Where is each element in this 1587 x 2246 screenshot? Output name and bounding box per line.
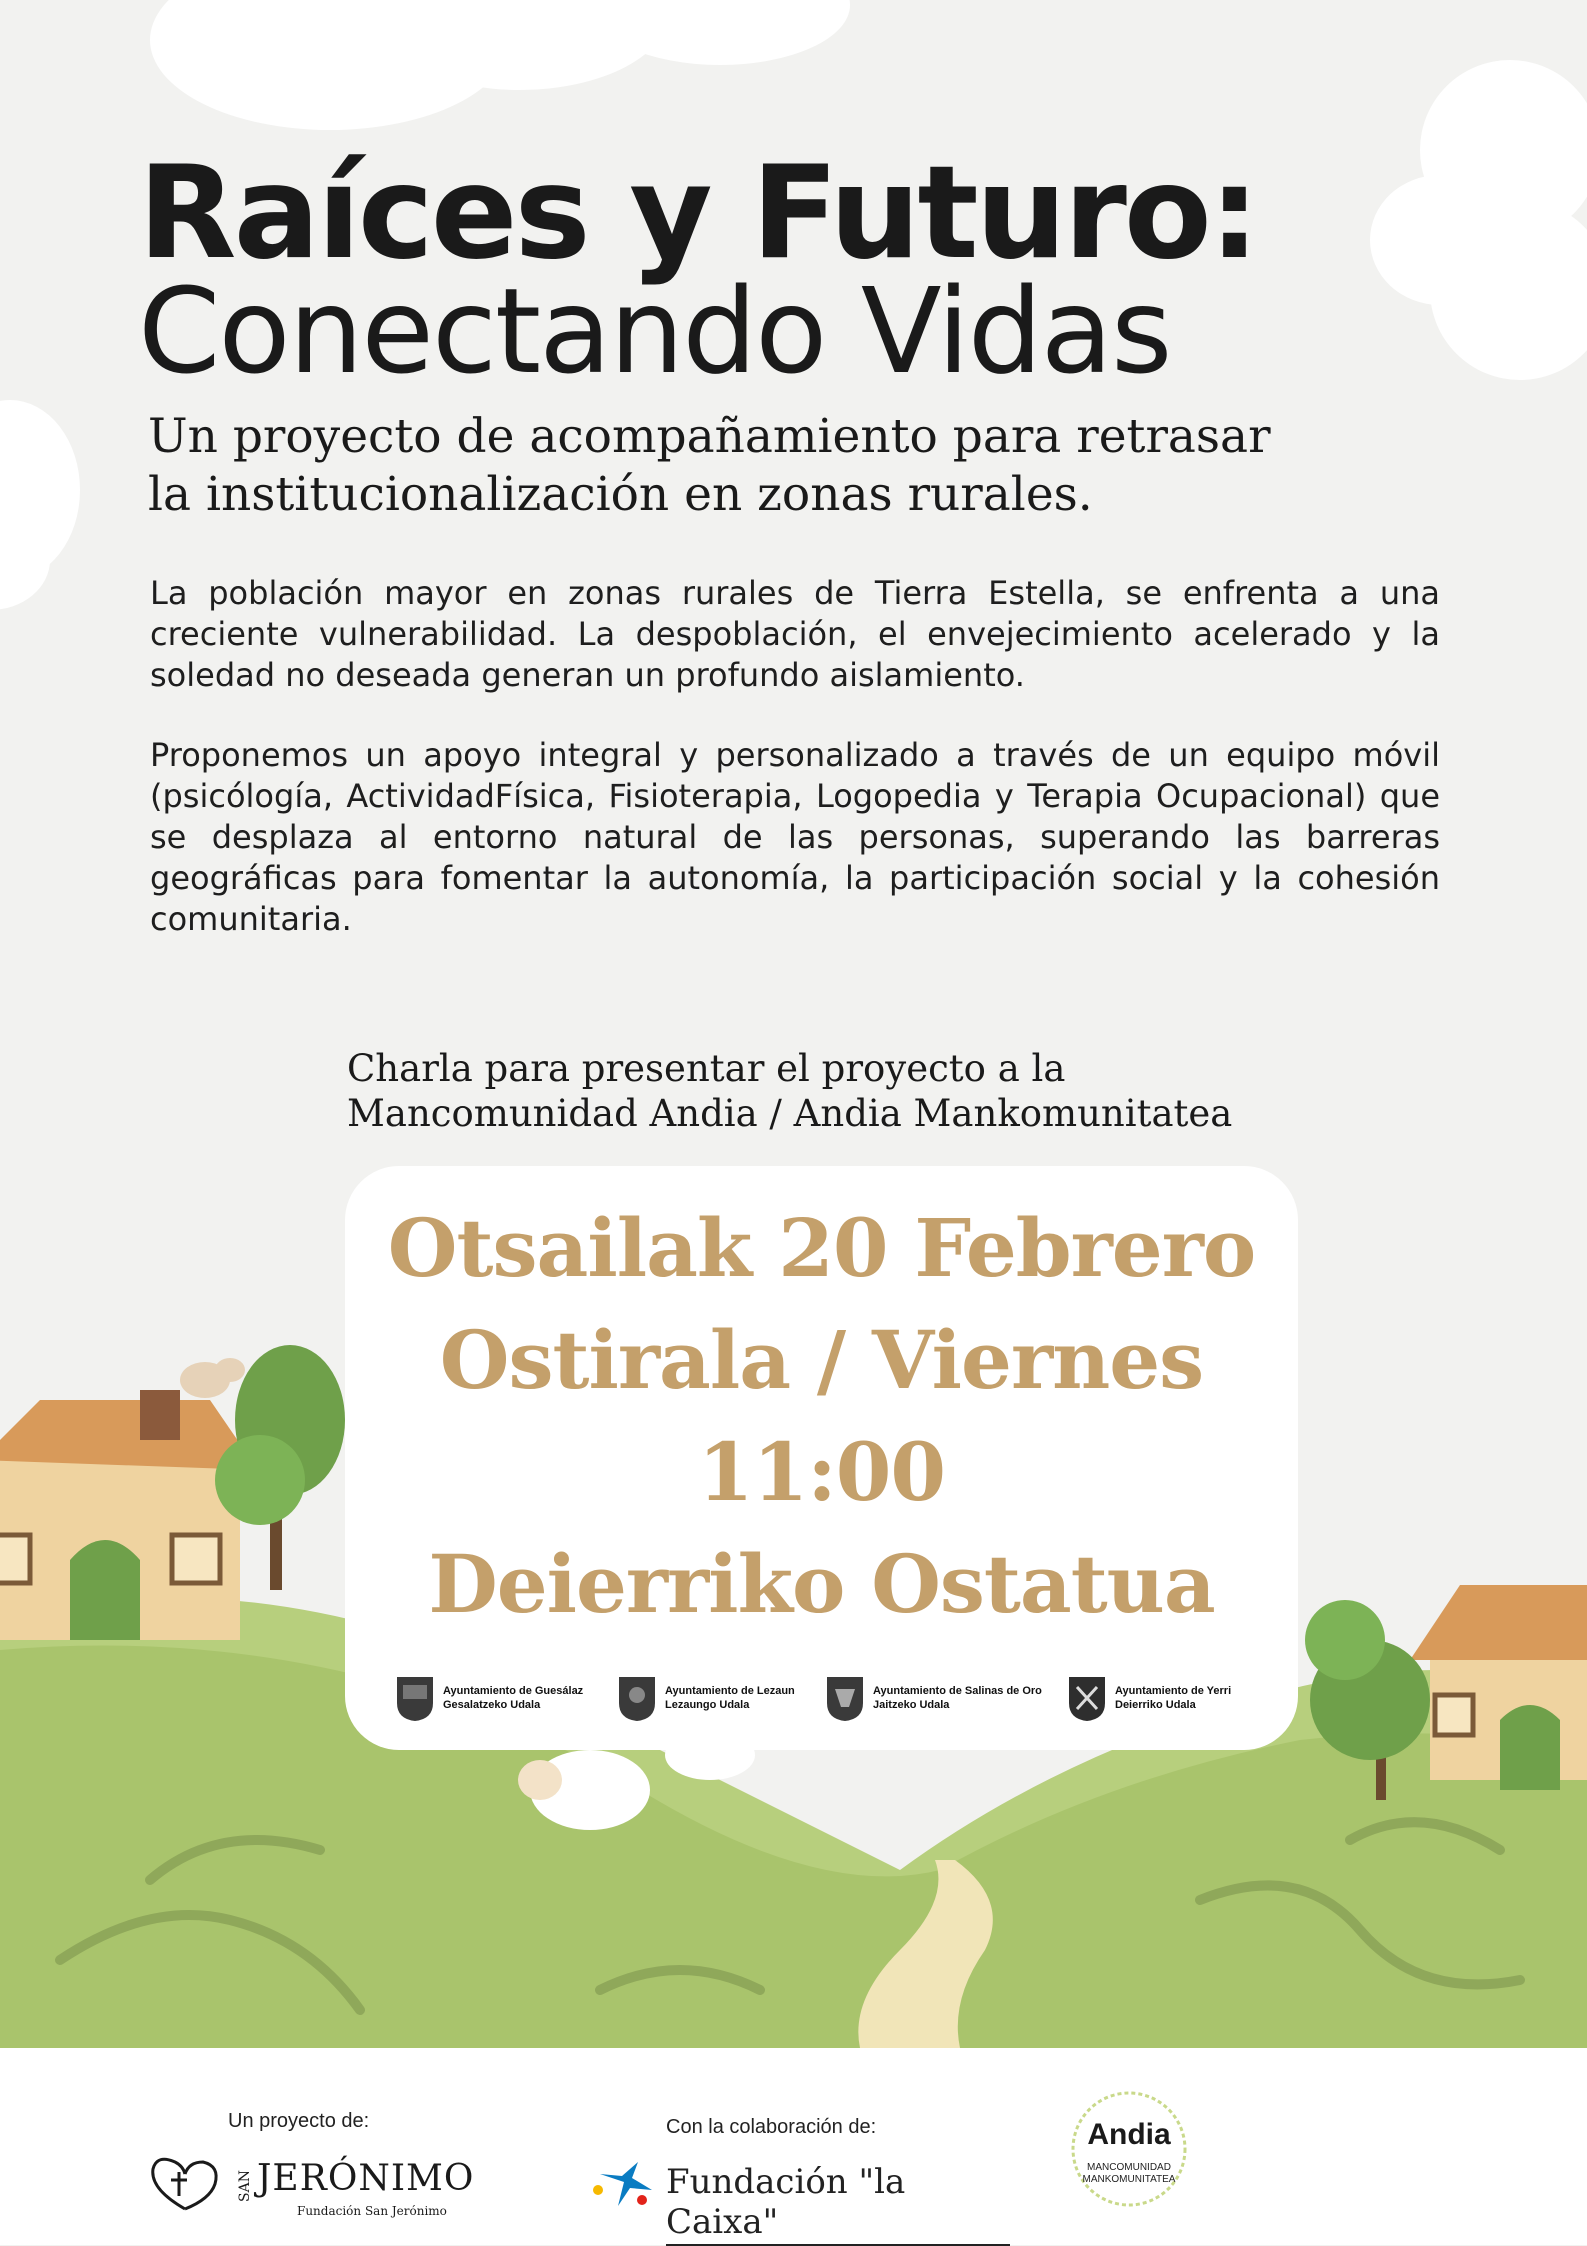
cloud-left [0,400,80,610]
event-time: 11:00 [697,1425,946,1519]
fundacion-san-jeronimo: Fundación San Jerónimo [297,2204,447,2218]
talk-description [347,1046,1347,1136]
andia-sub-1: MANCOMUNIDAD [1087,2162,1171,2173]
town-line-2: Gesalatzeko Udala [443,1699,541,1711]
town-line-1: Ayuntamiento de Lezaun [665,1685,795,1697]
event-day: Ostirala / Viernes [439,1313,1204,1407]
subtitle-line-1: Un proyecto de acompañamiento para retrasar [148,409,1271,464]
town-yerri [1067,1673,1231,1723]
town-lezaun [617,1673,795,1723]
event-date: Otsailak 20 Febrero [387,1201,1256,1295]
andia-logo [1070,2090,1188,2208]
subtitle-line-2: la institucionalización en zonas rurales. [148,467,1093,522]
cloud-right [1370,60,1587,380]
project-label: Un proyecto de: [228,2110,370,2132]
footer [0,2048,1587,2245]
town-line-1: Ayuntamiento de Salinas de Oro [873,1685,1042,1697]
jeronimo-text: JERÓNIMO [257,2158,475,2199]
town-hall-logos [395,1673,1265,1727]
intro-paragraph: La población mayor en zonas rurales de Tierra Estella, se enfrenta a una creciente vulnerabilidad. La despoblación, el envejecimiento acelerado y la soledad no deseada generan un profundo aislamiento. [150,574,1440,694]
subtitle [148,408,1348,524]
town-line-2: Jaitzeko Udala [873,1699,950,1711]
coat-of-arms-icon [395,1673,435,1723]
town-salinas-de-oro [825,1673,1042,1723]
proposal-paragraph: Proponemos un apoyo integral y personalizado a través de un equipo móvil (psicólogía, ActividadFísica, Fisioterapia, Logopedia y Terapia Ocupacional) que se desplaza al entorno natural de las personas, superando las barreras geográficas para fomentar la autonomía, la participación social y la cohesión comunitaria. [150,736,1440,938]
town-line-2: Lezaungo Udala [665,1699,750,1711]
cloud-top [150,0,850,130]
coat-of-arms-icon [825,1673,865,1723]
andia-name: Andia [1087,2118,1171,2151]
andia-sub-2: MANKOMUNITATEA [1082,2174,1176,2185]
town-line-1: Ayuntamiento de Yerri [1115,1685,1232,1697]
house-right [1410,1585,1587,1790]
town-line-2: Deierriko Udala [1115,1699,1196,1711]
san-jeronimo-logo [145,2150,475,2230]
coat-of-arms-icon [617,1673,657,1723]
collab-label: Con la colaboración de: [666,2116,877,2138]
town-guesalaz [395,1673,583,1723]
hearts-cross-icon [145,2154,227,2214]
san-text: SAN [237,2170,253,2202]
coat-of-arms-icon [1067,1673,1107,1723]
la-caixa-logo [590,2148,1010,2242]
andia-subtitle [1076,2162,1182,2186]
fundacion-la-caixa: Fundación "la Caixa" [666,2162,1010,2246]
title-line-1: Raíces y Futuro: [138,139,1257,288]
talk-line-1: Charla para presentar el proyecto a la [347,1047,1066,1090]
star-icon [590,2160,656,2210]
event-card [345,1166,1298,1750]
title-line-2: Conectando Vidas [138,262,1171,400]
talk-line-2: Mancomunidad Andia / Andia Mankomunitatea [347,1092,1233,1135]
event-place: Deierriko Ostatua [428,1537,1215,1631]
town-line-1: Ayuntamiento de Guesálaz [443,1685,584,1697]
